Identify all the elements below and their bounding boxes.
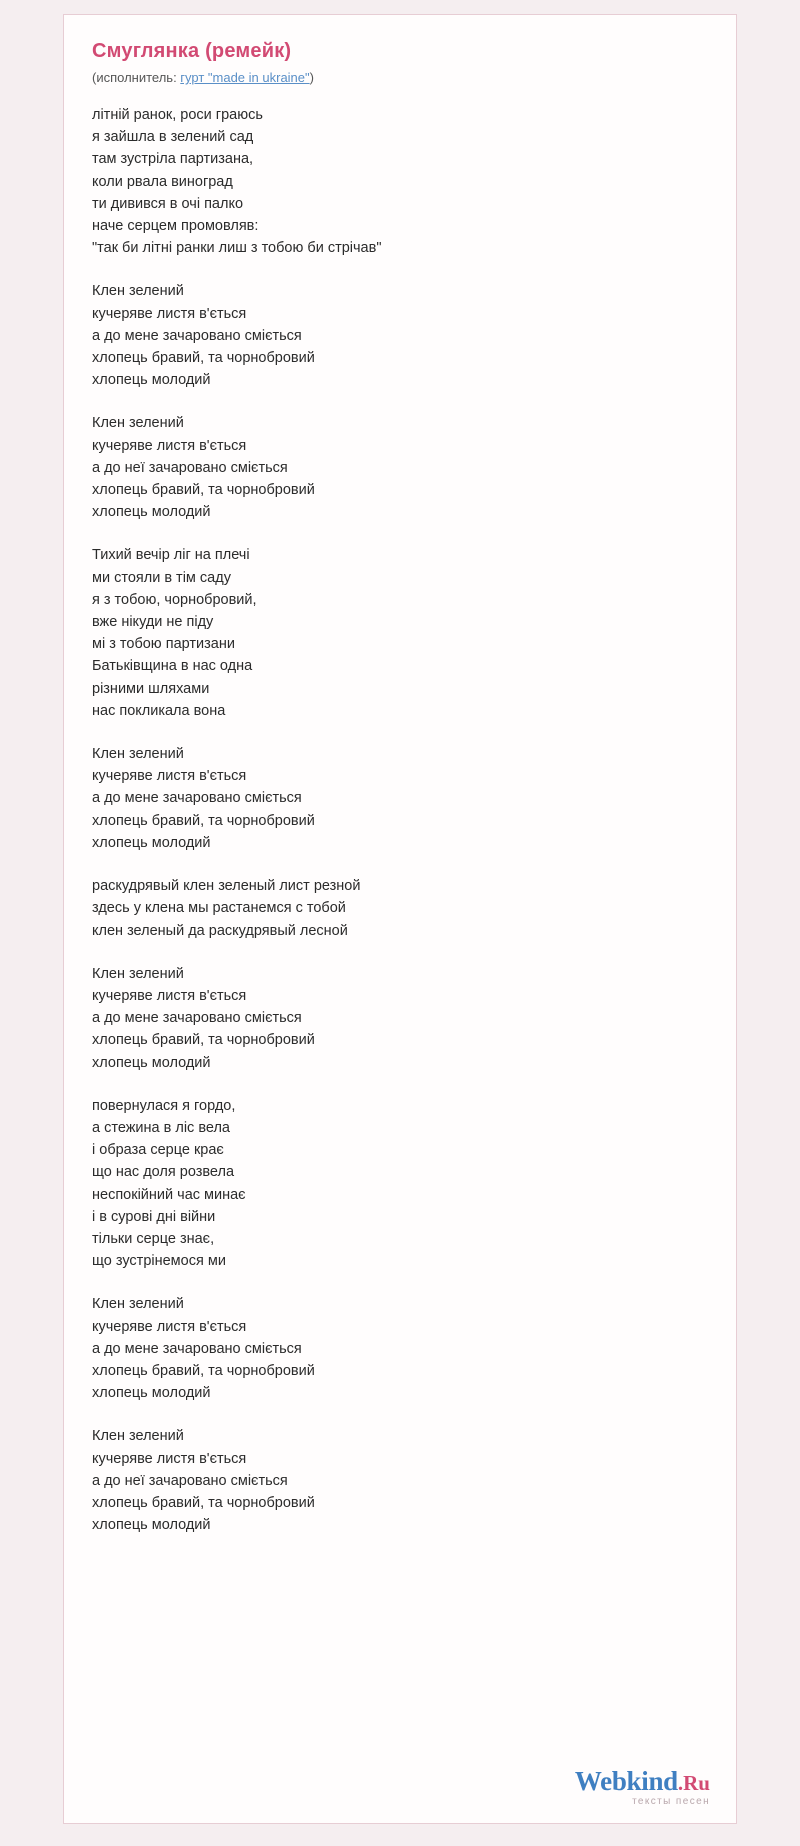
lyrics-stanza [92,875,708,942]
lyrics-line: раскудрявый клен зеленый лист резной [92,878,361,895]
lyrics-line: здесь у клена мы растанемся с тобой [92,900,346,917]
lyrics-line: Тихий вечір ліг на плечі [92,547,250,564]
lyrics-line: і в сурові дні війни [92,1208,216,1225]
lyrics-line: клен зеленый да раскудрявый лесной [92,922,348,939]
lyrics-stanza [92,1425,708,1536]
performer-link[interactable]: гурт "made in ukraine" [180,70,310,85]
lyrics-line: що нас доля розвела [92,1164,235,1181]
lyrics-line: а до мене зачаровано сміється [92,327,302,344]
lyrics-line: хлопець молодий [92,372,211,389]
logo-tld: .Ru [677,1771,710,1795]
lyrics-line: Батьківщина в нас одна [92,658,253,675]
lyrics-line: хлопець бравий, та чорнобровий [92,482,315,499]
lyrics-stanza [92,412,708,523]
site-logo[interactable] [575,1768,710,1807]
lyrics-line: кучеряве листя в'ється [92,305,247,322]
lyrics-line: а до мене зачаровано сміється [92,1010,302,1027]
lyrics-line: нас покликала вона [92,702,226,719]
lyrics-line: тільки серце знає, [92,1230,215,1247]
lyrics-line: хлопець молодий [92,1385,211,1402]
lyrics-line: різними шляхами [92,680,210,697]
lyrics-line: а стежина в ліс вела [92,1119,230,1136]
lyrics-line: хлопець бравий, та чорнобровий [92,1494,315,1511]
lyrics-line: літній ранок, роси граюсь [92,107,263,123]
lyrics-stanza [92,1095,708,1273]
logo-tagline: тексты песен [632,1796,710,1807]
lyrics-line: хлопець бравий, та чорнобровий [92,1032,315,1049]
page-title: Смуглянка (ремейк) [92,40,292,62]
lyrics-line: і образа серце крає [92,1142,224,1159]
lyrics-line: хлопець молодий [92,1054,211,1071]
lyrics-sheet [63,14,737,1824]
lyrics-line: повернулася я гордо, [92,1097,236,1114]
lyrics-line: там зустріла партизана, [92,151,254,168]
lyrics-line: Клен зелений [92,965,184,982]
lyrics-line: наче серцем промовляв: [92,218,259,235]
lyrics-line: а до неї зачаровано сміється [92,459,288,476]
lyrics-line: хлопець молодий [92,834,211,851]
lyrics-line: Клен зелений [92,1296,184,1313]
performer-prefix: (исполнитель: [92,70,181,85]
performer-suffix: ) [309,70,314,85]
lyrics-line: кучеряве листя в'ється [92,1318,247,1335]
lyrics-line: неспокійний час минає [92,1186,246,1203]
lyrics-line: хлопець бравий, та чорнобровий [92,1362,315,1379]
lyrics-line: я зайшла в зелений сад [92,129,254,146]
lyrics-line: кучеряве листя в'ється [92,768,247,785]
lyrics-stanza [92,743,708,854]
lyrics-line: кучеряве листя в'ється [92,1450,247,1467]
lyrics-line: а до мене зачаровано сміється [92,1340,302,1357]
lyrics-stanza [92,1293,708,1404]
lyrics-line: хлопець бравий, та чорнобровий [92,812,315,829]
lyrics-line: Клен зелений [92,283,184,300]
lyrics-line: Клен зелений [92,415,184,432]
lyrics-line: хлопець молодий [92,1517,211,1534]
lyrics-line: я з тобою, чорнобровий, [92,591,257,608]
lyrics-line: кучеряве листя в'ється [92,437,247,454]
logo-wordmark: Webkind [574,1766,678,1796]
lyrics-line: кучеряве листя в'ється [92,987,247,1004]
lyrics-line: хлопець молодий [92,504,211,521]
lyrics-line: Клен зелений [92,746,184,763]
lyrics-stanza [92,104,708,259]
performer-line [92,69,708,86]
lyrics-line: Клен зелений [92,1428,184,1445]
lyrics-stanza [92,544,708,722]
lyrics-line: мі з тобою партизани [92,636,235,653]
lyrics-line: ти дивився в очі палко [92,195,244,212]
lyrics-body [92,104,708,1536]
lyrics-line: а до мене зачаровано сміється [92,790,302,807]
lyrics-stanza [92,963,708,1074]
lyrics-line: вже нікуди не піду [92,614,214,631]
lyrics-line: "так би літні ранки лиш з тобою би стрічав" [92,240,382,257]
lyrics-line: коли рвала виноград [92,173,233,190]
lyrics-line: а до неї зачаровано сміється [92,1472,288,1489]
lyrics-line: хлопець бравий, та чорнобровий [92,350,315,367]
lyrics-stanza [92,280,708,391]
lyrics-line: ми стояли в тім саду [92,569,231,586]
lyrics-line: що зустрінемося ми [92,1253,226,1270]
